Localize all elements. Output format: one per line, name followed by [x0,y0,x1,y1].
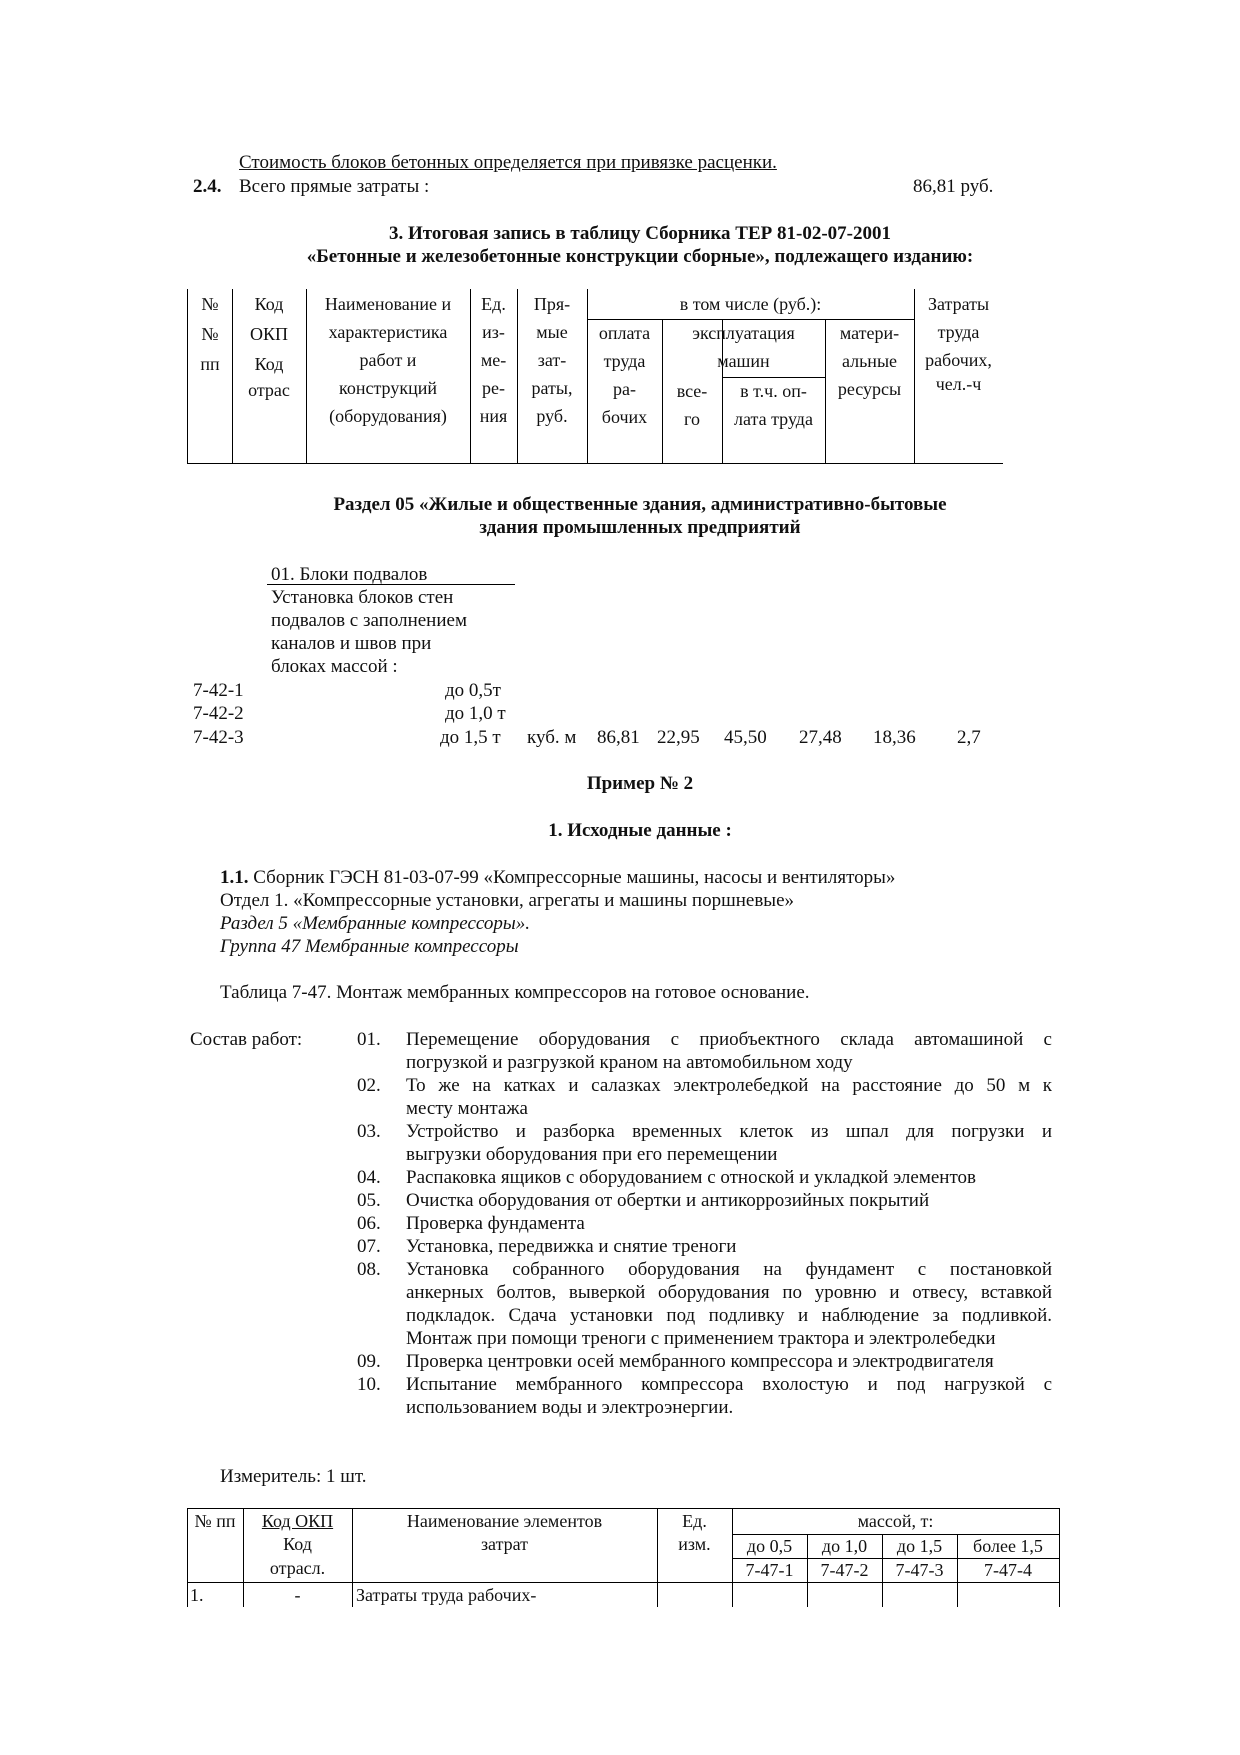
work-item-line: Перемещение оборудования с приобъектного склада автомашиной с [406,1029,1052,1050]
item-number: 2.4. [193,176,222,197]
t2-name-header: Наименование элементов затрат [406,1511,603,1554]
col-wages-header: оплата труда ра- бочих [598,323,651,427]
col-group-header: в том числе (руб.): [679,294,822,314]
t2-mass-col: до 0,5 [746,1536,793,1556]
resource-table [187,1508,1059,1607]
work-item-line: Испытание мембранного компрессора вхолостую и под нагрузкой с [406,1374,1052,1395]
row-value-direct: 86,81 [597,727,640,748]
price-note: Стоимость блоков бетонных определяется при привязке расценки. [239,152,777,173]
section-line: Раздел 5 «Мембранные компрессоры». [220,913,530,934]
work-item-number: 02. [357,1075,381,1096]
col-labor-header: Затраты труда рабочих, чел.-ч [925,294,992,394]
t2-code-col: 7-47-3 [895,1560,944,1580]
row-mass: до 1,0 т [445,703,506,724]
work-item-line: погрузкой и разгрузкой краном на автомобильном ходу [406,1052,853,1073]
example-subtitle: 1. Исходные данные : [548,820,732,841]
t2-mass-col: более 1,5 [973,1536,1043,1556]
t2-code-col: 7-47-1 [745,1560,794,1580]
t2-row-name: Затраты труда рабочих- [356,1585,537,1605]
block-desc-line: подвалов с заполнением [271,610,467,631]
t2-code-col: 7-47-2 [820,1560,869,1580]
t2-unit-header: Ед. изм. [678,1511,711,1554]
work-item-number: 08. [357,1259,381,1280]
col-machines-wages-header: в т.ч. оп- лата труда [734,381,813,429]
work-item-line: подкладок. Сдача установки под подливку и наблюдение за подливкой. [406,1305,1052,1326]
col-unit-header: Ед. из- ме- ре- ния [479,294,508,426]
source-line: 1.1. Сборник ГЭСН 81-03-07-99 «Компрессорные машины, насосы и вентиляторы» [220,867,896,888]
item-label: Всего прямые затраты : [239,176,430,197]
col-materials-header: матери- альные ресурсы [837,323,902,399]
work-item-line: Проверка центровки осей мембранного компрессора и электродвигателя [406,1351,994,1372]
works-label: Состав работ: [190,1029,303,1050]
work-item-line: выгрузки оборудования при его перемещении [406,1144,778,1165]
row-mass: до 1,5 т [440,727,501,748]
row-code: 7-42-2 [193,703,244,724]
col-name-header: Наименование и характеристика работ и конструкций (оборудования) [324,294,452,426]
section05-title-line1: Раздел 05 «Жилые и общественные здания, административно-бытовые [333,494,947,515]
section-heading-line2: «Бетонные и железобетонные конструкции сборные», подлежащего изданию: [306,246,974,267]
group-line: Группа 47 Мембранные компрессоры [220,936,519,957]
work-item-number: 07. [357,1236,381,1257]
row-value-wages: 22,95 [657,727,700,748]
row-value-labor: 2,7 [957,727,981,748]
t2-mass-header: массой, т: [857,1511,934,1531]
work-item-number: 10. [357,1374,381,1395]
block-desc-line: каналов и швов при [271,633,432,654]
col-num-header: № № пп [200,294,220,374]
section05-title-line2: здания промышленных предприятий [479,517,801,538]
t2-row-okp: - [294,1585,301,1605]
t2-num-header: № пп [194,1511,236,1531]
row-mass: до 0,5т [445,680,501,701]
work-item-line: То же на катках и салазках электролебедкой на расстояние до 50 м к [406,1075,1052,1096]
work-item-line: Проверка фундамента [406,1213,585,1234]
work-item-line: использованием воды и электроэнергии. [406,1397,734,1418]
work-item-line: анкерных болтов, выверкой оборудования по уровню и отвесу, вставкой [406,1282,1052,1303]
department-line: Отдел 1. «Компрессорные установки, агрегаты и машины поршневые» [220,890,794,911]
block-desc-line: блоках массой : [271,656,398,677]
col-machines-total-header: все- го [676,381,708,429]
work-item-number: 03. [357,1121,381,1142]
row-value-machine-wages: 27,48 [799,727,842,748]
meter-line: Измеритель: 1 шт. [220,1466,367,1487]
work-item-number: 01. [357,1029,381,1050]
work-item-number: 06. [357,1213,381,1234]
row-unit: куб. м [527,727,577,748]
row-value-machines: 45,50 [724,727,767,748]
work-item-number: 09. [357,1351,381,1372]
t2-row-num: 1. [190,1585,204,1605]
t2-mass-col: до 1,0 [821,1536,868,1556]
t2-okp-header: Код ОКП Код отрасл. [261,1511,334,1578]
work-item-line: Установка собранного оборудования на фундамент с постановкой [406,1259,1052,1280]
row-value-materials: 18,36 [873,727,916,748]
t2-code-col: 7-47-4 [984,1560,1032,1580]
work-item-number: 04. [357,1167,381,1188]
work-item-line: Монтаж при помощи треноги с применением трактора и электролебедки [406,1328,996,1349]
block-heading: 01. Блоки подвалов [271,564,428,585]
col-machines-header: эксплуатация машин [692,323,795,371]
t2-mass-col: до 1,5 [896,1536,943,1556]
col-direct-costs-header: Пря- мые зат- раты, руб. [531,294,573,426]
work-item-number: 05. [357,1190,381,1211]
item-value: 86,81 руб. [913,176,994,197]
work-item-line: Распаковка ящиков с оборудованием с отноской и укладкой элементов [406,1167,976,1188]
final-record-table [187,289,1003,464]
table-caption: Таблица 7-47. Монтаж мембранных компрессоров на готовое основание. [220,982,810,1003]
block-heading-rule [267,584,515,585]
block-desc-line: Установка блоков стен [271,587,454,608]
section-heading-line1: 3. Итоговая запись в таблицу Сборника ТЕР 81-02-07-2001 [388,223,891,244]
col-code-header: Код ОКП Код отрас [248,294,290,400]
work-item-line: месту монтажа [406,1098,528,1119]
row-code: 7-42-1 [193,680,244,701]
work-item-line: Устройство и разборка временных клеток из шпал для погрузки и [406,1121,1052,1142]
row-code: 7-42-3 [193,727,244,748]
work-item-line: Установка, передвижка и снятие треноги [406,1236,737,1257]
example-title: Пример № 2 [586,773,694,794]
work-item-line: Очистка оборудования от обертки и антикоррозийных покрытий [406,1190,930,1211]
